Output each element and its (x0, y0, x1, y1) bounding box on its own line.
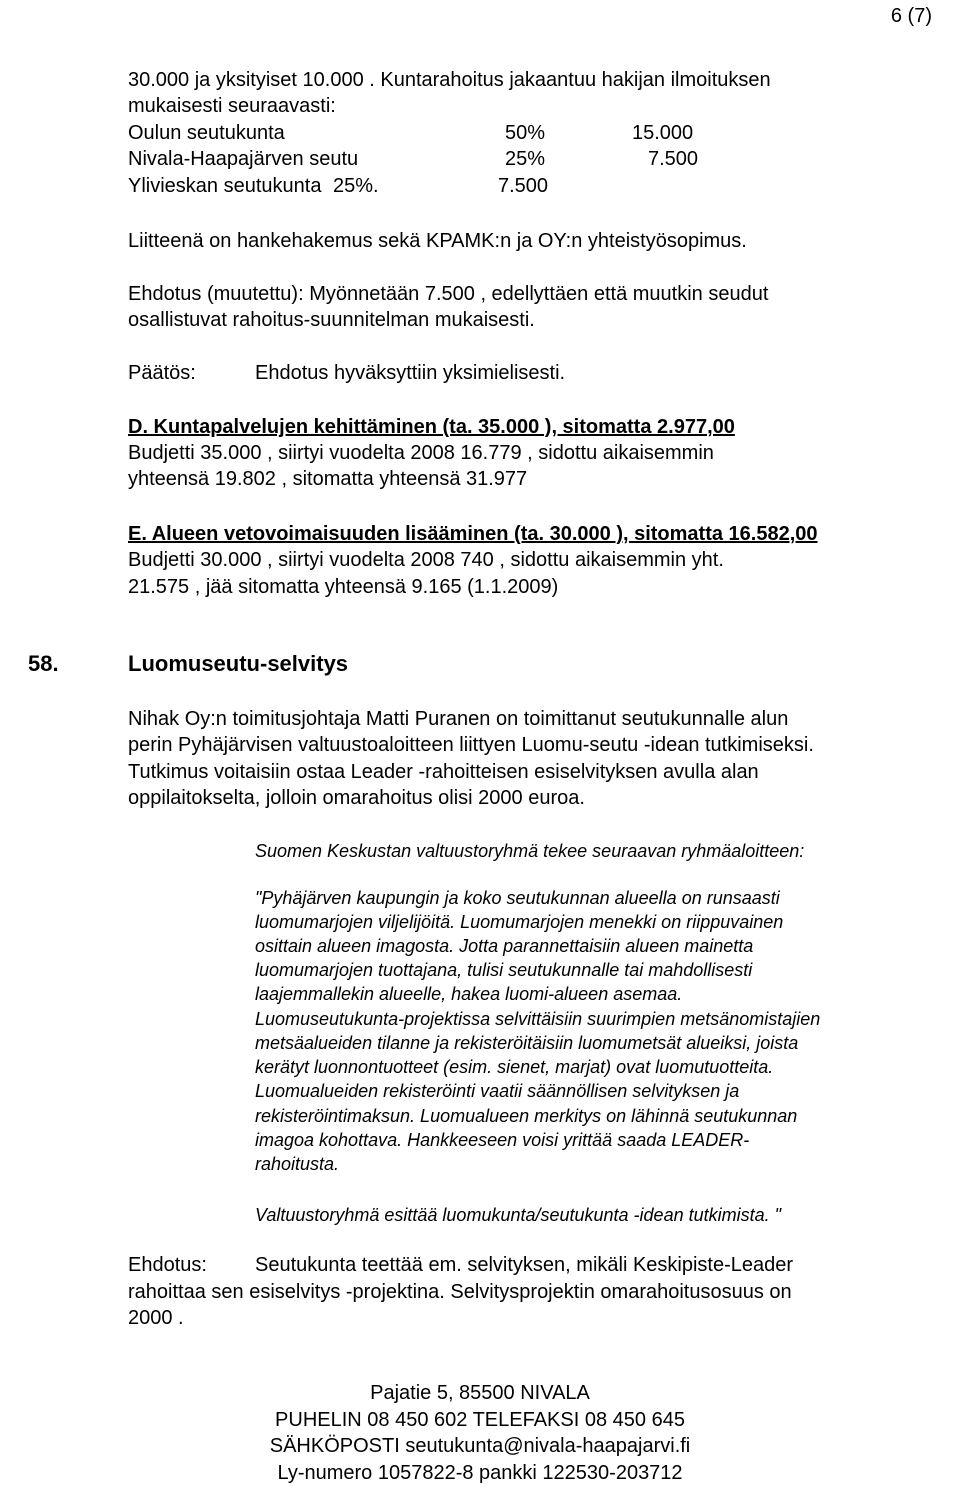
page-number: 6 (7) (890, 5, 932, 27)
section-d-title: D. Kuntapalvelujen kehittäminen (ta. 35.000 ), sitomatta 2.977,00 (128, 416, 735, 438)
footer-address: Pajatie 5, 85500 NIVALA (370, 1382, 590, 1404)
item-number: 58. (28, 651, 59, 676)
funding-row-pct: 25%. (333, 175, 379, 197)
quote-line: osittain alueen imagosta. Jotta parannettaisiin alueen mainetta (255, 936, 754, 956)
quote-line: imagoa kohottava. Hankkeeseen voisi yrittää saada LEADER- (255, 1130, 750, 1150)
quote-line: luomumarjojen viljelijöitä. Luomumarjojen menekki on riippuvainen (255, 912, 784, 932)
proposal-line-2: osallistuvat rahoitus-suunnitelman mukaisesti. (128, 309, 535, 331)
quote-line: kerätyt luonnontuotteet (esim. sienet, marjat) ovat luomutuotteita. (255, 1057, 774, 1077)
proposal-text-line-1: Seutukunta teettää em. selvityksen, mikäli Keskipiste-Leader (255, 1254, 794, 1276)
section-e-title: E. Alueen vetovoimaisuuden lisääminen (ta. 30.000 ), sitomatta 16.582,00 (128, 523, 818, 545)
funding-row-name: Nivala-Haapajärven seutu (128, 148, 359, 170)
footer-phone: PUHELIN 08 450 602 TELEFAKSI 08 450 645 (275, 1409, 685, 1431)
quote-end-line: Valtuustoryhmä esittää luomukunta/seutukunta -idean tutkimista. " (255, 1205, 781, 1225)
section-e-line-1: Budjetti 30.000 , siirtyi vuodelta 2008 740 , sidottu aikaisemmin yht. (128, 549, 724, 571)
funding-row-name: Oulun seutukunta (128, 122, 285, 144)
intro-line-1: 30.000 ja yksityiset 10.000 . Kuntarahoitus jakaantuu hakijan ilmoituksen (128, 69, 771, 91)
funding-row-pct: 50% (505, 122, 546, 144)
paragraph-line: perin Pyhäjärvisen valtuustoaloitteen liittyen Luomu-seutu -idean tutkimiseksi. (128, 734, 814, 756)
section-d-line-1: Budjetti 35.000 , siirtyi vuodelta 2008 16.779 , sidottu aikaisemmin (128, 442, 714, 464)
proposal-label: Ehdotus: (128, 1254, 207, 1276)
section-e-line-2: 21.575 , jää sitomatta yhteensä 9.165 (1.1.2009) (128, 576, 559, 598)
funding-row-amount: 7.500 (648, 148, 699, 170)
paragraph-line: Nihak Oy:n toimitusjohtaja Matti Puranen on toimittanut seutukunnalle alun (128, 708, 789, 730)
footer-email: SÄHKÖPOSTI seutukunta@nivala-haapajarvi.fi (269, 1435, 691, 1457)
paragraph-line: oppilaitokselta, jolloin omarahoitus olisi 2000 euroa. (128, 787, 585, 809)
quote-line: luomumarjojen tuottajana, tulisi seutukunnalle tai mahdollisesti (255, 960, 753, 980)
quote-line: Luomuseutukunta-projektissa selvittäisiin suurimpien metsänomistajien (255, 1009, 821, 1029)
funding-row-pct: 25% (505, 148, 546, 170)
quote-line: rekisteröintimaksun. Luomualueen merkitys on lähinnä seutukunnan (255, 1106, 798, 1126)
section-d-line-2: yhteensä 19.802 , sitomatta yhteensä 31.977 (128, 468, 528, 490)
quote-line: "Pyhäjärven kaupungin ja koko seutukunnan alueella on runsaasti (255, 888, 780, 908)
proposal-text-line-2: rahoittaa sen esiselvitys -projektina. Selvitysprojektin omarahoitusosuus on (128, 1281, 792, 1303)
group-initiative-line: Suomen Keskustan valtuustoryhmä tekee seuraavan ryhmäaloitteen: (255, 841, 805, 861)
attachments-note: Liitteenä on hankehakemus sekä KPAMK:n ja OY:n yhteistyösopimus. (128, 230, 747, 252)
quote-line: laajemmallekin alueelle, hakea luomi-alueen asemaa. (255, 984, 683, 1004)
quote-line: rahoitusta. (255, 1154, 340, 1174)
proposal-text-line-3: 2000 . (128, 1307, 184, 1329)
quote-line: metsäalueiden tilanne ja rekisteröitäisiin luomumetsät alueiksi, joista (255, 1033, 799, 1053)
funding-row-name: Ylivieskan seutukunta (128, 175, 322, 197)
proposal-line-1: Ehdotus (muutettu): Myönnetään 7.500 , edellyttäen että muutkin seudut (128, 283, 769, 305)
intro-line-2: mukaisesti seuraavasti: (128, 95, 336, 117)
quote-line: Luomualueiden rekisteröinti vaatii säännöllisen selvityksen ja (255, 1081, 740, 1101)
funding-row-amount: 7.500 (498, 175, 549, 197)
footer-business-id: Ly-numero 1057822-8 pankki 122530-203712 (277, 1462, 683, 1484)
item-title: Luomuseutu-selvitys (128, 651, 349, 676)
decision-text: Ehdotus hyväksyttiin yksimielisesti. (255, 362, 566, 384)
paragraph-line: Tutkimus voitaisiin ostaa Leader -rahoitteisen esiselvityksen avulla alan (128, 761, 759, 783)
funding-row-amount: 15.000 (632, 122, 694, 144)
decision-label: Päätös: (128, 362, 196, 384)
